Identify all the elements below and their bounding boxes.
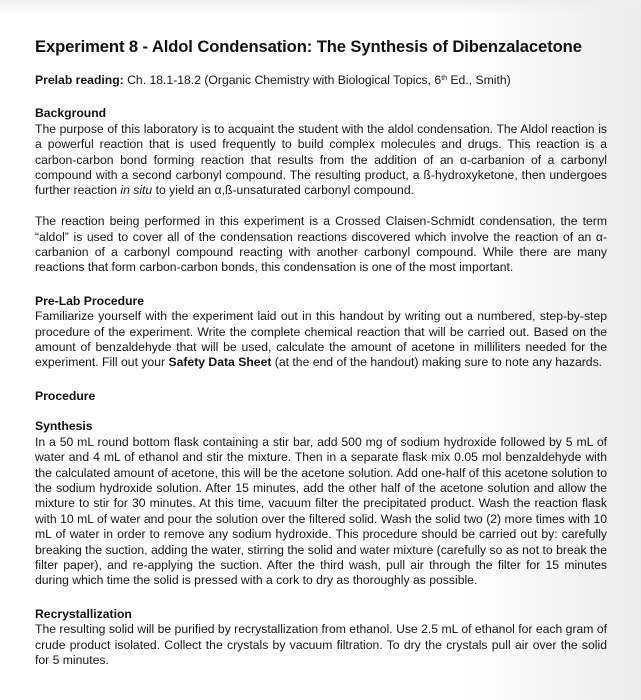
prelab-procedure-text-end: (at the end of the handout) making sure to note any hazards. bbox=[271, 355, 603, 370]
prelab-reading-label: Prelab reading: bbox=[35, 73, 124, 87]
prelab-procedure-text: Familiarize yourself with the experiment laid out in this handout by writing out a numbered, step-by-step procedure of the experiment. Write the complete chemical reaction that will be carried out. Based on the amount of benzaldehyde that will be used, calculate the amount of acetone in milliliters needed for the experiment. Fill out your bbox=[35, 309, 607, 370]
edition-superscript: th bbox=[441, 75, 448, 82]
synthesis-heading: Synthesis bbox=[35, 419, 93, 434]
recrystallization-paragraph: The resulting solid will be purified by recrystallization from ethanol. Use 2.5 mL of ethanol for each gram of crude product isolated. Collect the crystals by vacuum filtration. To dry the crystals pull air over the solid for 5 minutes. bbox=[35, 622, 607, 667]
background-section bbox=[35, 106, 607, 275]
document-title: Experiment 8 - Aldol Condensation: The Synthesis of Dibenzalacetone bbox=[35, 37, 582, 56]
synthesis-paragraph: In a 50 mL round bottom flask containing a stir bar, add 500 mg of sodium hydroxide followed by 5 mL of water and 4 mL of ethanol and stir the mixture. Then in a separate flask mix 0.05 mol benzaldehyde with the calculated amount of acetone, this will be the acetone solution. Add one-half of this acetone solution to the sodium hydroxide solution. After 15 minutes, add the other half of the acetone solution and allow the mixture to stir for 30 minutes. At this time, vacuum filter the precipitated product. Wash the reaction flask with 10 mL of water and pour the solution over the filtered solid. Wash the solid two (2) more times with 10 mL of water in order to remove any sodium hydroxide. This procedure should be carried out by: carefully breaking the suction, adding the water, stirring the solid and water mixture (carefully so as not to break the filter paper), and re-applying the suction. After the third wash, pull air through the filter for 15 minutes during which time the solid is pressed with a cork to dry as thoroughly as possible. bbox=[35, 434, 607, 588]
prelab-procedure-heading: Pre-Lab Procedure bbox=[35, 293, 145, 308]
background-text: The purpose of this laboratory is to acquaint the student with the aldol condensation. The Aldol reaction is a powerful reaction that is used frequently to build complex molecules and drugs. This reaction is a carbon-carbon bond forming reaction that results from the addition of an α-carbanion of a carbonyl compound with a second carbonyl compound. The resulting product, a ß-hydroxyketone, then undergoes further reaction bbox=[35, 121, 607, 198]
background-paragraph-2: The reaction being performed in this experiment is a Crossed Claisen-Schmidt condensation, the term “aldol” is used to cover all of the condensation reactions discovered which involve the reaction of an α-carbanion of a carbonyl compound reacting with another carbonyl compound. While there are many reactions that form carbon-carbon bonds, this condensation is one of the most important. bbox=[35, 214, 607, 275]
prelab-reading-text-end: Ed., Smith) bbox=[447, 73, 511, 87]
prelab-reading bbox=[35, 73, 607, 88]
recrystallization-subsection bbox=[35, 607, 607, 669]
background-heading: Background bbox=[35, 106, 107, 121]
prelab-reading-text: Ch. 18.1-18.2 (Organic Chemistry with Biological Topics, 6 bbox=[123, 73, 442, 87]
document-page bbox=[35, 36, 607, 668]
synthesis-subsection bbox=[35, 419, 607, 588]
procedure-section bbox=[35, 389, 607, 669]
recrystallization-heading: Recrystallization bbox=[35, 606, 132, 621]
page-edge-shadow bbox=[0, 0, 641, 14]
prelab-procedure-paragraph bbox=[35, 309, 607, 371]
prelab-procedure-section bbox=[35, 294, 607, 371]
procedure-heading: Procedure bbox=[35, 388, 96, 403]
in-situ-italic: in situ bbox=[120, 183, 153, 198]
safety-data-sheet-bold: Safety Data Sheet bbox=[168, 355, 272, 370]
background-text-end: to yield an α,ß-unsaturated carbonyl compound. bbox=[152, 183, 414, 198]
background-paragraph-1 bbox=[35, 122, 607, 199]
